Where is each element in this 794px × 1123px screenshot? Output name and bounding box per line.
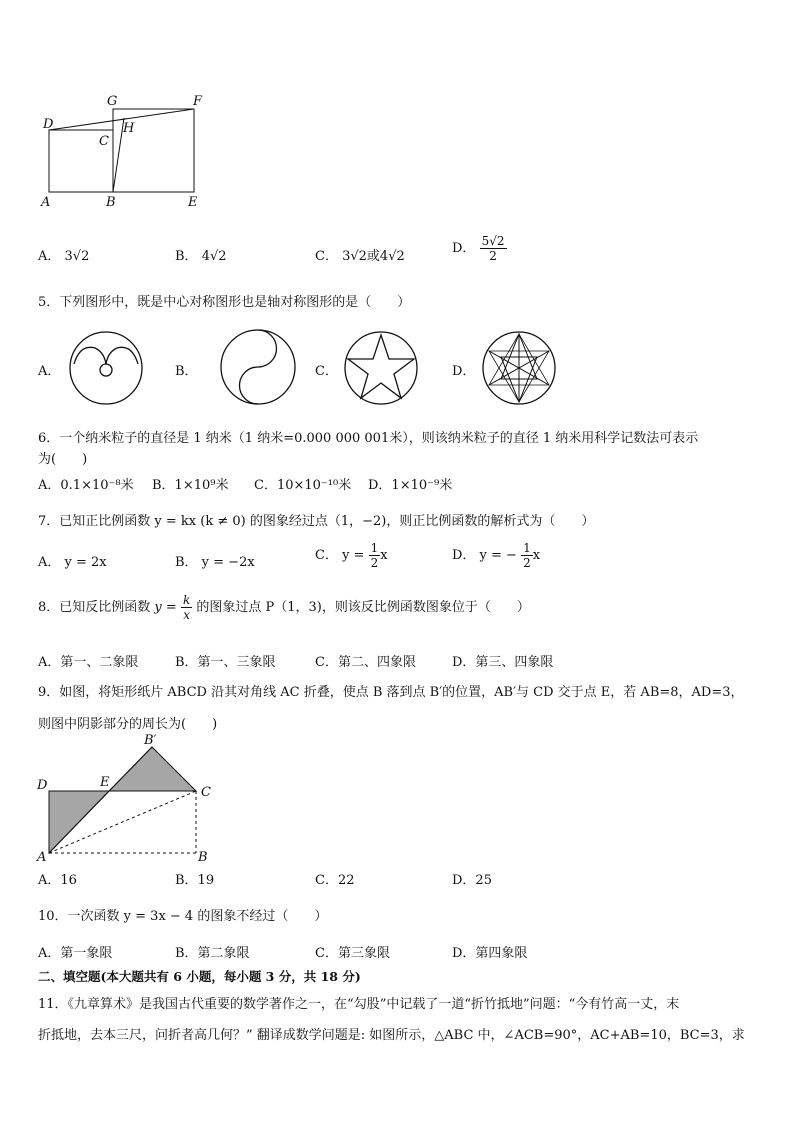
q7-option-d[interactable]: [452, 541, 540, 570]
q9-line2: 则图中阴影部分的周长为( ): [38, 717, 218, 732]
fraction-numerator: 1: [370, 541, 379, 555]
q4-option-b[interactable]: [175, 245, 227, 264]
q8-option-c[interactable]: C．第二、四象限: [315, 655, 416, 670]
label-D: D: [43, 117, 54, 132]
label-B: B: [106, 195, 116, 210]
q10-option-d[interactable]: D．第四象限: [452, 946, 528, 961]
q8-option-d[interactable]: D．第三、四象限: [452, 655, 554, 670]
q6-option-c[interactable]: C．10×10⁻¹⁰米: [254, 478, 352, 493]
q8-func-y: y =: [154, 600, 177, 615]
q5-option-d-letter[interactable]: D．: [452, 364, 476, 379]
q6-line1: 6．一个纳米粒子的直径是 1 纳米（1 纳米=0.000 000 001米），则该纳米粒子的直径 1 纳米用科学记数法可表示: [38, 431, 699, 446]
q9-figure: [34, 732, 224, 867]
q7-option-a[interactable]: A． y = 2x: [38, 555, 107, 570]
label-B: B: [198, 850, 208, 865]
label-E: E: [100, 775, 110, 790]
option-letter: A．: [38, 249, 61, 264]
q4-figure: [36, 90, 216, 215]
section-title: 二、填空题(本大题共有 6 小题，每小题 3 分，共 18 分): [38, 969, 361, 984]
q5-figure-c[interactable]: [343, 330, 419, 406]
label-A: A: [37, 850, 47, 865]
q8-option-a[interactable]: A．第一、二象限: [38, 655, 139, 670]
label-A: A: [41, 195, 51, 210]
fraction-denominator: 2: [370, 556, 379, 570]
label-D: D: [37, 778, 48, 793]
q10-option-a[interactable]: A．第一象限: [38, 946, 113, 961]
q5-option-c-letter[interactable]: C．: [315, 364, 338, 379]
q9-option-a[interactable]: A．16: [38, 873, 77, 888]
q4-option-c[interactable]: [315, 245, 405, 264]
option-fraction: [521, 541, 533, 570]
label-G: G: [107, 94, 118, 109]
label-C: C: [201, 785, 211, 800]
q9-option-b[interactable]: B．19: [175, 873, 215, 888]
q5-stem: 5．下列图形中，既是中心对称图形也是轴对称图形的是（ ）: [38, 295, 411, 310]
option-variable: x: [532, 548, 541, 563]
fraction-denominator: 2: [523, 556, 531, 570]
q11-line1: 11．《九章算术》是我国古代重要的数学著作之一，在“勾股”中记载了一道“折竹抵地”问题：“今有竹高一丈，末: [38, 997, 680, 1012]
q5-figure-a[interactable]: [68, 330, 144, 406]
fraction-denominator: 2: [489, 249, 497, 263]
q6-option-a[interactable]: A．0.1×10⁻⁸米: [38, 478, 134, 493]
fraction-numerator: 1: [523, 541, 531, 555]
q7-stem: 7．已知正比例函数 y = kx (k ≠ 0) 的图象经过点（1，−2)，则正比例函数的解析式为（ ）: [38, 514, 595, 529]
label-F: F: [193, 94, 203, 109]
q5-figure-d[interactable]: [481, 330, 557, 406]
q8-option-b[interactable]: B．第一、三象限: [175, 655, 276, 670]
option-letter: C．: [315, 249, 338, 264]
option-text: 3√2: [64, 249, 90, 264]
option-letter: B．: [175, 249, 198, 264]
label-H: H: [123, 121, 135, 136]
q4-option-a[interactable]: [38, 245, 89, 264]
q9-option-c[interactable]: C．22: [315, 873, 355, 888]
option-text: C． y =: [315, 548, 365, 563]
q5-option-a-letter[interactable]: A．: [38, 364, 61, 379]
q5-figure-b[interactable]: [219, 328, 297, 406]
option-text: D． y = −: [452, 548, 517, 563]
q7-option-b[interactable]: B． y = −2x: [175, 555, 255, 570]
option-fraction: [480, 234, 507, 263]
q10-option-b[interactable]: B．第二象限: [175, 946, 250, 961]
q6-line2: 为( ): [38, 452, 88, 467]
label-B-prime: B′: [144, 733, 157, 748]
fraction-numerator: 5√2: [481, 234, 505, 248]
fraction-denominator: x: [183, 608, 190, 622]
q6-option-d[interactable]: D．1×10⁻⁹米: [368, 478, 453, 493]
q6-option-b[interactable]: B．1×10⁹米: [152, 478, 229, 493]
label-C: C: [99, 134, 109, 149]
q9-line1: 9．如图，将矩形纸片 ABCD 沿其对角线 AC 折叠，使点 B 落到点 B′的位置，AB′与 CD 交于点 E，若 AB=8，AD=3，: [38, 685, 744, 700]
q10-stem: 10．一次函数 y = 3x − 4 的图象不经过（ ）: [38, 909, 328, 924]
option-text: 4√2: [201, 249, 227, 264]
q7-option-c[interactable]: [315, 541, 388, 570]
option-text: 3√2或4√2: [342, 249, 405, 264]
option-variable: x: [380, 548, 388, 563]
option-fraction: [369, 541, 381, 570]
q8-suffix: 的图象过点 P（1，3)，则该反比例函数图象位于（ ）: [196, 600, 530, 615]
q8-stem: [38, 593, 530, 622]
q11-line2: 折抵地，去本三尺，问折者高几何？” 翻译成数学问题是: 如图所示，△ABC 中，∠ACB=90°，AC+AB=10，BC=3，求: [38, 1028, 745, 1043]
q10-option-c[interactable]: C．第三象限: [315, 946, 390, 961]
label-E: E: [188, 195, 198, 210]
q5-option-b-letter[interactable]: B．: [175, 364, 198, 379]
option-letter: D．: [452, 241, 476, 256]
fraction-numerator: k: [182, 593, 191, 607]
q8-fraction: [181, 593, 192, 622]
q4-option-d[interactable]: [452, 234, 507, 263]
q9-option-d[interactable]: D．25: [452, 873, 492, 888]
q8-prefix: 8．已知反比例函数: [38, 600, 151, 615]
